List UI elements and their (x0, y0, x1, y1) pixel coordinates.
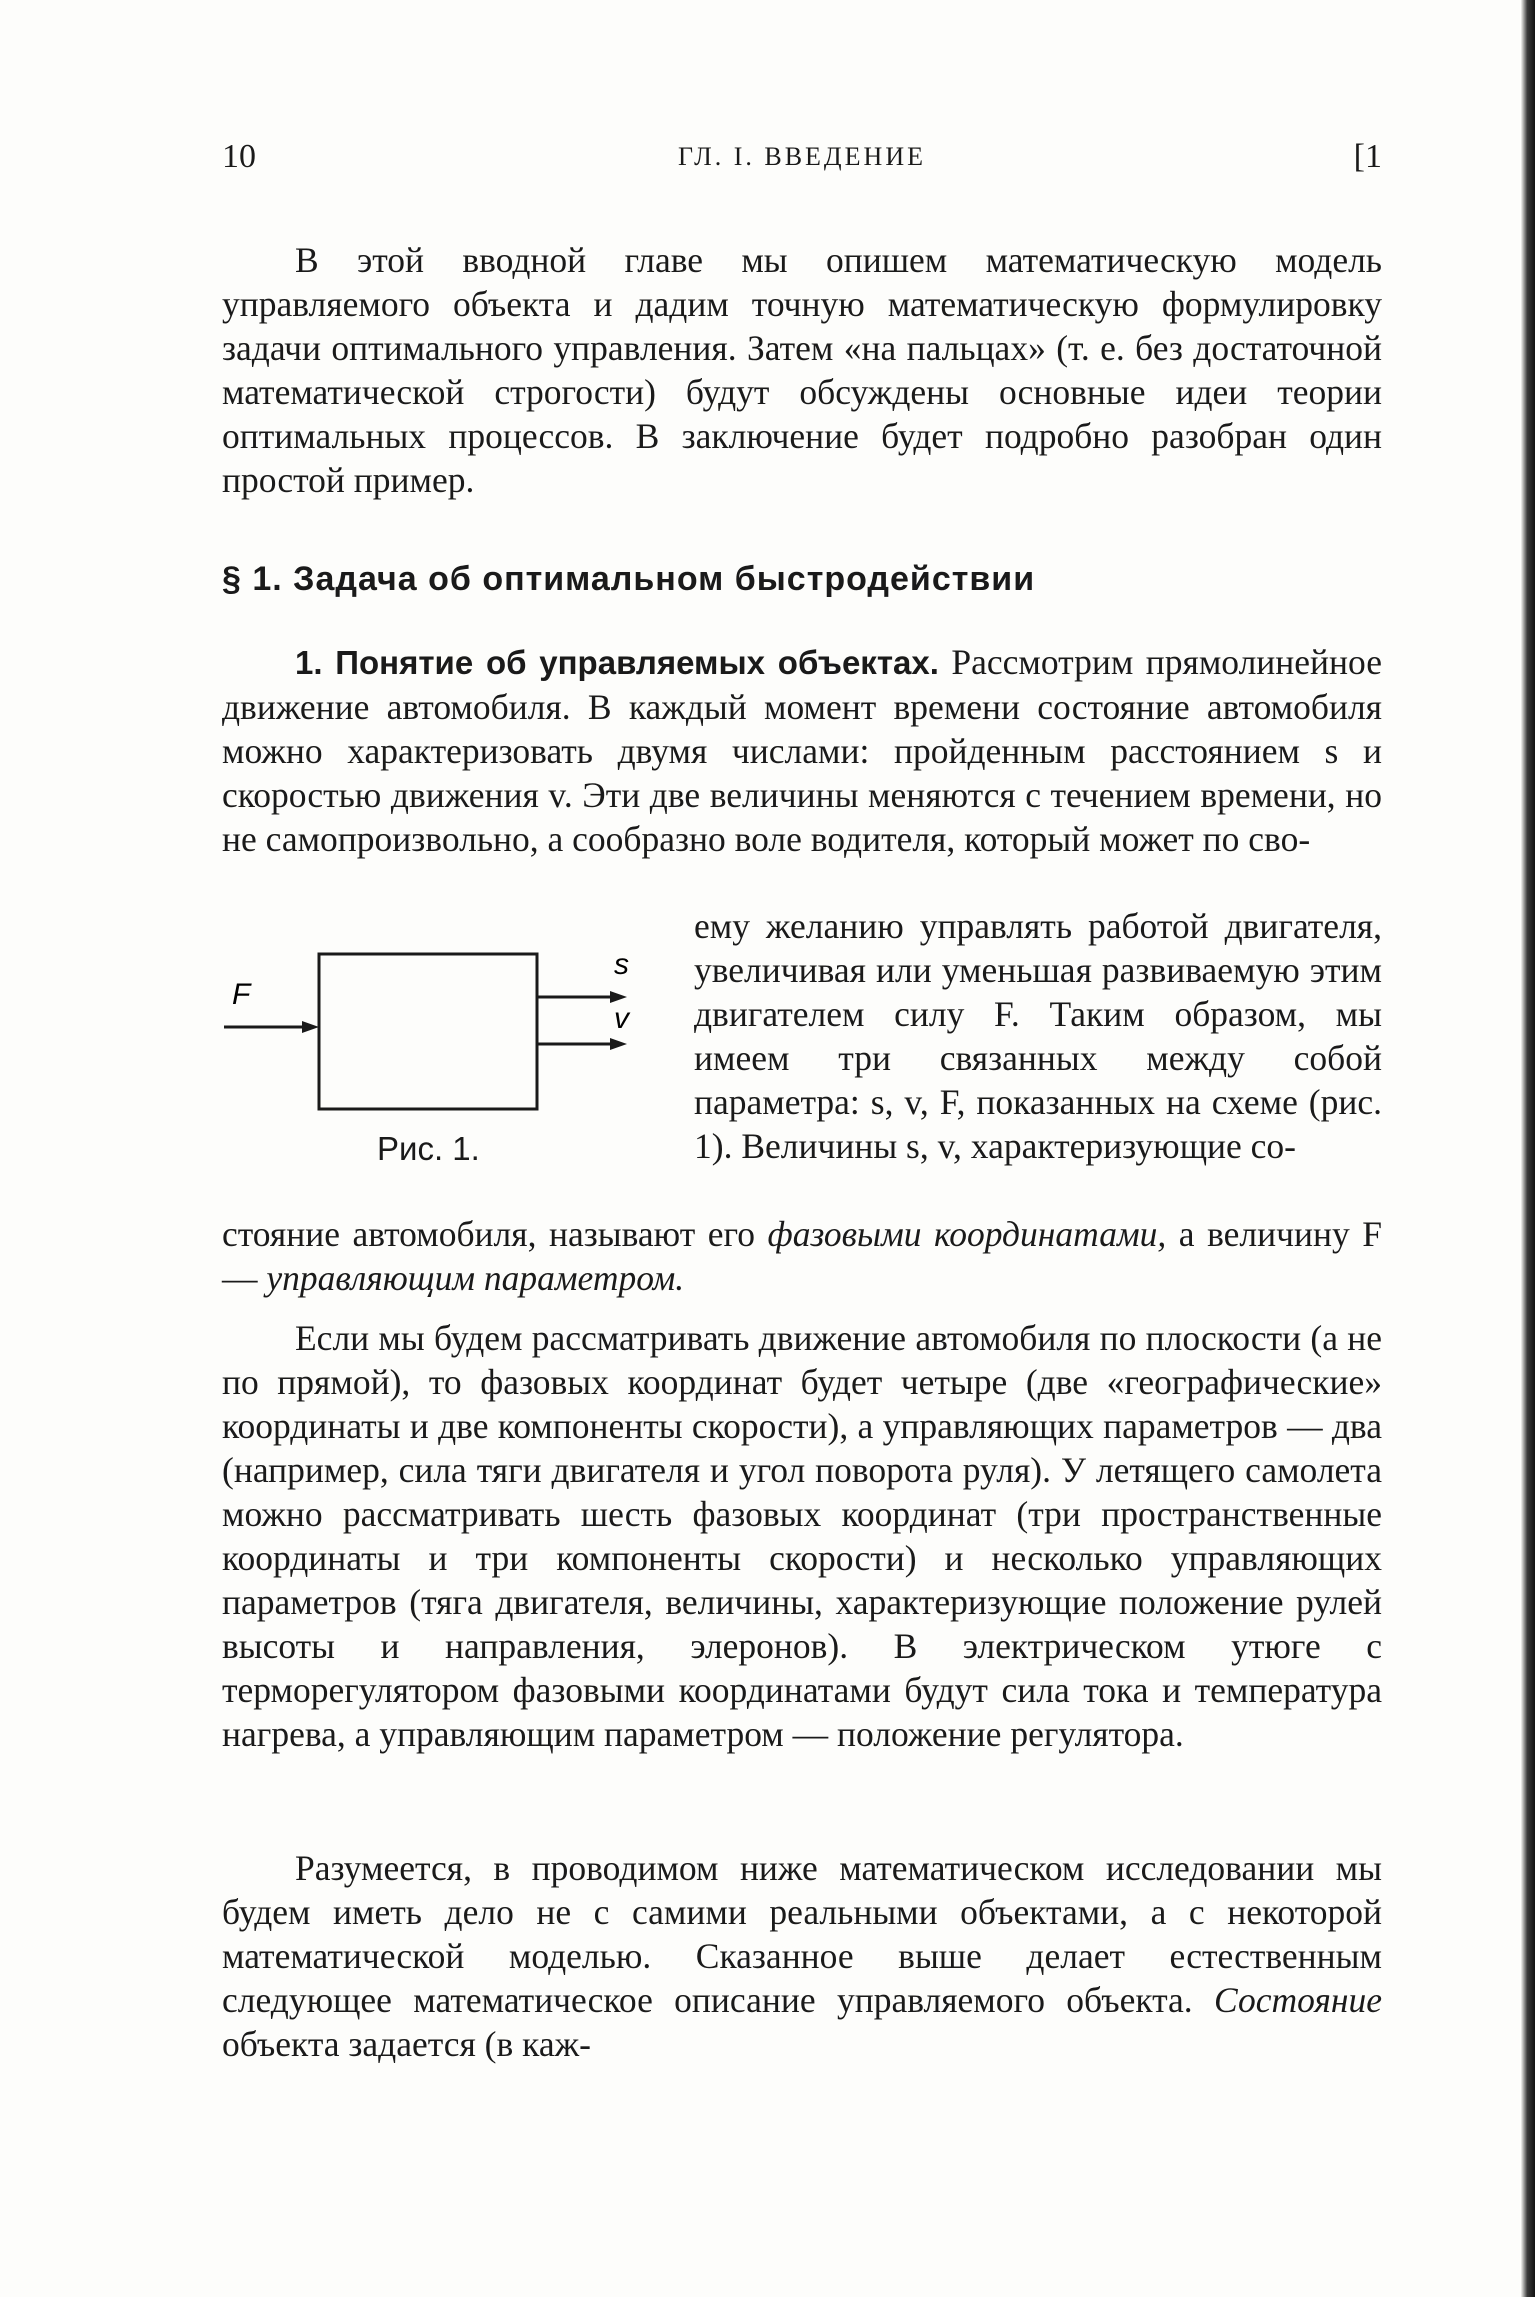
output-label-s: s (614, 948, 629, 981)
figure-wrap-block (222, 904, 1382, 1256)
paragraph-1-text-before-figure: Рассмотрим прямолинейное движение автомобиля. В каждый момент времени состояние автомобиля можно характеризовать двумя числами: пройденным расстоянием s и скоростью движения v. Эти две величины меняются с течением времени, но не самопроизвольно, а сообразно воле водителя, который может по сво- (222, 642, 1382, 859)
paragraph-heading: 1. Понятие об управляемых объектах. (295, 644, 939, 681)
section-title: § 1. Задача об оптимальном быстродействии (222, 560, 1036, 598)
input-label-f: F (232, 978, 251, 1011)
paragraph-2: Если мы будем рассматривать движение автомобиля по плоскости (а не по прямой), то фазовых координат будет четыре (две «географические» координаты и две компоненты скорости), а управляющих параметров — два (например, сила тяги двигателя и угол поворота руля). У летящего самолета можно рассматривать шесть фазовых координат (три пространственные координаты и три компоненты скорости) и несколько управляющих параметров (тяга двигателя, величины, характеризующие положение рулей высоты и направления, элеронов). В электрическом утюге с терморегулятором фазовыми координатами будут сила тока и температура нагрева, а управляющим параметром — положение регулятора. (222, 1318, 1382, 1754)
paragraph-1-beside-figure: ему желанию управлять работой двигателя, увеличивая или уменьшая развиваемую этим двигателем силу F. Таким образом, мы имеем три связанных между собой параметра: s, v, F, показанных на схеме (рис. 1). Величины s, v, характеризующие со- (694, 906, 1382, 1166)
running-head (222, 138, 1382, 186)
paragraph-1-end (222, 1212, 1382, 1300)
figure-1 (222, 904, 662, 1184)
paragraph-1-top (222, 640, 1382, 861)
paragraph-3 (222, 1846, 1382, 2066)
output-label-v: v (614, 1002, 629, 1035)
figure-caption: Рис. 1. (377, 1130, 480, 1167)
input-arrow-head (302, 1021, 319, 1033)
paragraph-1-end-mid: а величину F — (222, 1214, 1382, 1298)
paragraph-3-text-end: объекта задается (в каж- (222, 2024, 591, 2064)
control-object-box (319, 954, 537, 1109)
running-title: ГЛ. I. ВВЕДЕНИЕ (678, 142, 926, 171)
section-marker: [1 (1353, 138, 1382, 175)
page-number: 10 (222, 138, 256, 175)
term-control-parameter: управляющим параметром. (266, 1258, 685, 1298)
paragraph-3-text-start: Разумеется, в проводимом ниже математическом исследовании мы будем иметь дело не с самими реальными объектами, а с некоторой математической моделью. Сказанное выше делает естественным следующее математическое описание управляемого объекта. (222, 1848, 1382, 2020)
intro-paragraph: В этой вводной главе мы опишем математическую модель управляемого объекта и дадим точную математическую формулировку задачи оптимального управления. Затем «на пальцах» (т. е. без достаточной математической строгости) будут обсуждены основные идеи теории оптимальных процессов. В заключение будет подробно разобран один простой пример. (222, 240, 1382, 500)
term-phase-coordinates: фазовыми координатами, (767, 1214, 1167, 1254)
page-edge-shadow (1521, 0, 1535, 2297)
paragraph-1-end-text: стояние автомобиля, называют его (222, 1214, 768, 1254)
block-diagram (222, 904, 662, 1134)
output-arrow-v-head (610, 1038, 627, 1050)
term-state: Состояние (1214, 1980, 1382, 2020)
